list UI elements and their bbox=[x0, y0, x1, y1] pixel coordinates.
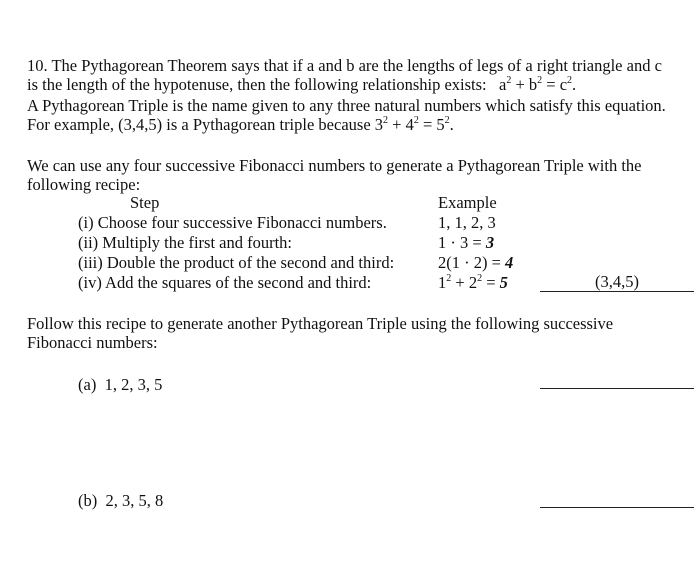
problem-text-1: The Pythagorean Theorem says that if a and b are the lengths of legs of a right triangle and c bbox=[51, 56, 662, 75]
example-answer-line bbox=[540, 273, 694, 292]
step-3: (iii) Double the product of the second and third: bbox=[78, 253, 395, 272]
problem-text-4: For example, (3,4,5) is a Pythagorean triple because bbox=[27, 115, 371, 134]
part-b-numbers: 2, 3, 5, 8 bbox=[105, 491, 164, 510]
problem-number: 10. bbox=[27, 56, 48, 75]
part-b bbox=[78, 491, 163, 510]
problem-line-4 bbox=[27, 115, 454, 134]
part-b-answer-blank[interactable] bbox=[540, 507, 694, 508]
step-1: (i) Choose four successive Fibonacci numbers. bbox=[78, 213, 387, 232]
step-3-example: 2(1 · 2) = 4 bbox=[438, 253, 514, 272]
task-line-2: Fibonacci numbers: bbox=[27, 333, 158, 352]
recipe-intro-1: We can use any four successive Fibonacci numbers to generate a Pythagorean Triple with the bbox=[27, 156, 642, 175]
step-4-example: $1^2 + 2^2 = 5$ bbox=[438, 272, 508, 292]
recipe-intro-2: following recipe: bbox=[27, 175, 141, 194]
example-header: Example bbox=[438, 193, 497, 212]
part-a-label: (a) bbox=[78, 375, 97, 394]
part-a-answer-blank[interactable] bbox=[540, 388, 694, 389]
step-1-example: 1, 1, 2, 3 bbox=[438, 213, 496, 232]
part-a-numbers: 1, 2, 3, 5 bbox=[104, 375, 163, 394]
task-line-1: Follow this recipe to generate another Pythagorean Triple using the following successive bbox=[27, 314, 614, 333]
step-2-example: 1 · 3 = 3 bbox=[438, 233, 495, 252]
pythagorean-relation: $a^2 + b^2 = c^2$. bbox=[499, 74, 577, 94]
problem-line-3: A Pythagorean Triple is the name given to any three natural numbers which satisfy this equation. bbox=[27, 96, 666, 115]
problem-line-1 bbox=[27, 56, 662, 75]
problem-text-2: is the length of the hypotenuse, then the following relationship exists: bbox=[27, 75, 487, 94]
step-2: (ii) Multiply the first and fourth: bbox=[78, 233, 293, 252]
example-equation: $3^2 + 4^2 = 5^2$. bbox=[374, 114, 454, 134]
part-a bbox=[78, 375, 162, 394]
step-4: (iv) Add the squares of the second and third: bbox=[78, 273, 372, 292]
example-answer: (3,4,5) bbox=[595, 272, 639, 291]
part-b-label: (b) bbox=[78, 491, 98, 510]
step-header: Step bbox=[130, 193, 160, 212]
problem-line-2 bbox=[27, 75, 576, 94]
